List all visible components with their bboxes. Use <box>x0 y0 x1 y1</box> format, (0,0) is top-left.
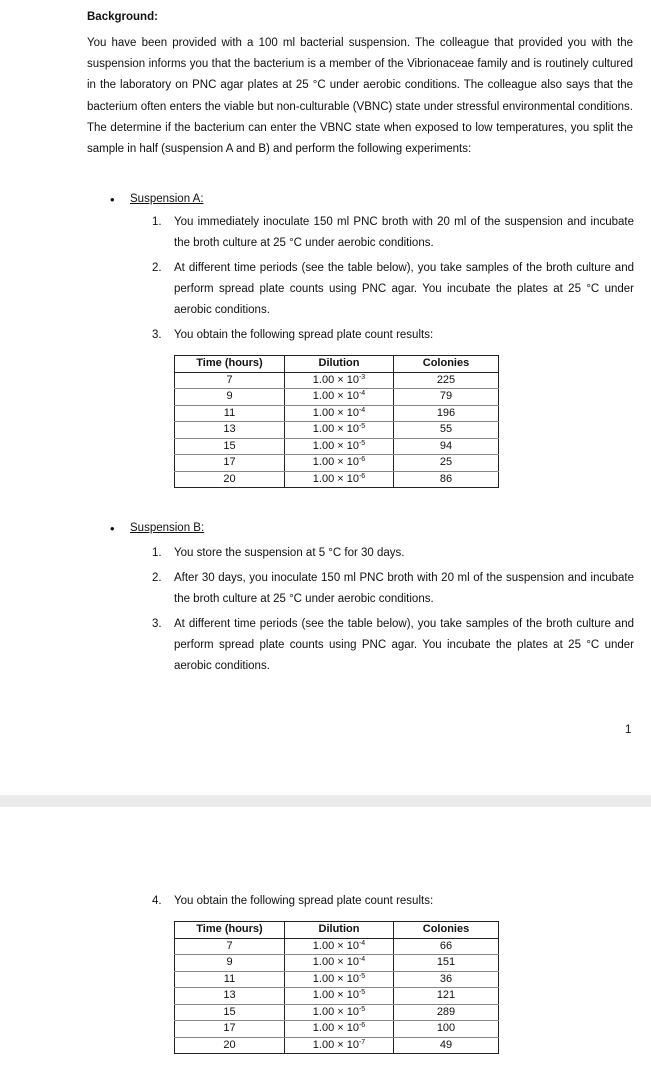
background-paragraph: You have been provided with a 100 ml bacterial suspension. The colleague that provided you with the suspension informs you that the bacterium is a member of the Vibrionaceae family and is routinely cultured in the laboratory on PNC agar plates at 25 °C under aerobic conditions. The colleague also says that the bacterium often enters the viable but non-culturable (VBNC) state under stressful environmental conditions. The determine if the bacterium can enter the VBNC state when exposed to low temperatures, you split the sample in half (suspension A and B) and perform the following experiments: <box>87 37 633 156</box>
column-header-time: Time (hours) <box>175 922 285 939</box>
cell-dilution: $1.00 \times 10^{-5}$ <box>285 438 394 455</box>
page-number: 1 <box>625 724 632 736</box>
column-header-colonies: Colonies <box>394 922 499 939</box>
cell-colonies: 196 <box>394 405 499 422</box>
table-header-row <box>175 356 499 373</box>
table-header-row <box>175 922 499 939</box>
cell-time: 9 <box>175 955 285 972</box>
page-separator <box>0 795 651 807</box>
cell-colonies: 79 <box>394 389 499 406</box>
table-row <box>175 938 499 955</box>
cell-time: 11 <box>175 971 285 988</box>
cell-time: 11 <box>175 405 285 422</box>
suspension-a-step-1: 1. You immediately inoculate 150 ml PNC broth with 20 ml of the suspension and incubate the broth culture at 25 °C under aerobic conditions. <box>152 216 634 249</box>
document-page-2 <box>0 807 651 1091</box>
cell-time: 15 <box>175 1004 285 1021</box>
table-row <box>175 389 499 406</box>
table-row <box>175 988 499 1005</box>
cell-dilution: $1.00 \times 10^{-4}$ <box>285 389 394 406</box>
column-header-time: Time (hours) <box>175 356 285 373</box>
cell-dilution: $1.00 \times 10^{-5}$ <box>285 422 394 439</box>
cell-colonies: 86 <box>394 471 499 488</box>
cell-colonies: 36 <box>394 971 499 988</box>
suspension-b-title: Suspension B: <box>130 522 205 534</box>
table-row <box>175 372 499 389</box>
column-header-dilution: Dilution <box>285 356 394 373</box>
cell-colonies: 289 <box>394 1004 499 1021</box>
suspension-a-table <box>174 355 499 488</box>
table-row <box>175 955 499 972</box>
suspension-a-step-2: 2. At different time periods (see the table below), you take samples of the broth culture and perform spread plate counts using PNC agar. You incubate the plates at 25 °C under aerobic conditions. <box>152 262 634 316</box>
table-row <box>175 422 499 439</box>
cell-time: 7 <box>175 938 285 955</box>
column-header-colonies: Colonies <box>394 356 499 373</box>
cell-time: 17 <box>175 1021 285 1038</box>
cell-colonies: 25 <box>394 455 499 472</box>
table-row <box>175 1004 499 1021</box>
table-row <box>175 455 499 472</box>
suspension-b-table <box>174 921 499 1054</box>
cell-colonies: 151 <box>394 955 499 972</box>
cell-time: 9 <box>175 389 285 406</box>
cell-dilution: $1.00 \times 10^{-5}$ <box>285 988 394 1005</box>
cell-dilution: $1.00 \times 10^{-6}$ <box>285 471 394 488</box>
table-row <box>175 1037 499 1054</box>
cell-colonies: 49 <box>394 1037 499 1054</box>
suspension-a-title: Suspension A: <box>130 193 204 205</box>
suspension-a-step-3: 3. You obtain the following spread plate count results: <box>152 329 434 341</box>
bullet-suspension-b: • <box>110 521 115 536</box>
suspension-b-step-3: 3. At different time periods (see the table below), you take samples of the broth culture and perform spread plate counts using PNC agar. You incubate the plates at 25 °C under aerobic conditions. <box>152 618 634 672</box>
cell-dilution: $1.00 \times 10^{-4}$ <box>285 955 394 972</box>
cell-dilution: $1.00 \times 10^{-6}$ <box>285 455 394 472</box>
cell-dilution: $1.00 \times 10^{-6}$ <box>285 1021 394 1038</box>
cell-time: 13 <box>175 422 285 439</box>
cell-time: 20 <box>175 1037 285 1054</box>
cell-colonies: 121 <box>394 988 499 1005</box>
cell-time: 20 <box>175 471 285 488</box>
background-heading: Background: <box>87 11 158 23</box>
column-header-dilution: Dilution <box>285 922 394 939</box>
cell-time: 17 <box>175 455 285 472</box>
cell-dilution: $1.00 \times 10^{-5}$ <box>285 971 394 988</box>
cell-dilution: $1.00 \times 10^{-4}$ <box>285 938 394 955</box>
suspension-b-step-4: 4. You obtain the following spread plate count results: <box>152 895 434 907</box>
cell-time: 13 <box>175 988 285 1005</box>
cell-colonies: 55 <box>394 422 499 439</box>
cell-colonies: 225 <box>394 372 499 389</box>
table-row <box>175 405 499 422</box>
suspension-b-step-2: 2. After 30 days, you inoculate 150 ml PNC broth with 20 ml of the suspension and incubate the broth culture at 25 °C under aerobic conditions. <box>152 572 634 605</box>
cell-dilution: $1.00 \times 10^{-5}$ <box>285 1004 394 1021</box>
cell-dilution: $1.00 \times 10^{-4}$ <box>285 405 394 422</box>
cell-dilution: $1.00 \times 10^{-3}$ <box>285 372 394 389</box>
suspension-b-step-1: 1. You store the suspension at 5 °C for 30 days. <box>152 547 405 559</box>
table-row <box>175 1021 499 1038</box>
cell-time: 7 <box>175 372 285 389</box>
cell-time: 15 <box>175 438 285 455</box>
table-row <box>175 971 499 988</box>
cell-colonies: 66 <box>394 938 499 955</box>
bullet-suspension-a: • <box>110 192 115 207</box>
cell-dilution: $1.00 \times 10^{-7}$ <box>285 1037 394 1054</box>
table-row <box>175 438 499 455</box>
cell-colonies: 94 <box>394 438 499 455</box>
cell-colonies: 100 <box>394 1021 499 1038</box>
table-row <box>175 471 499 488</box>
